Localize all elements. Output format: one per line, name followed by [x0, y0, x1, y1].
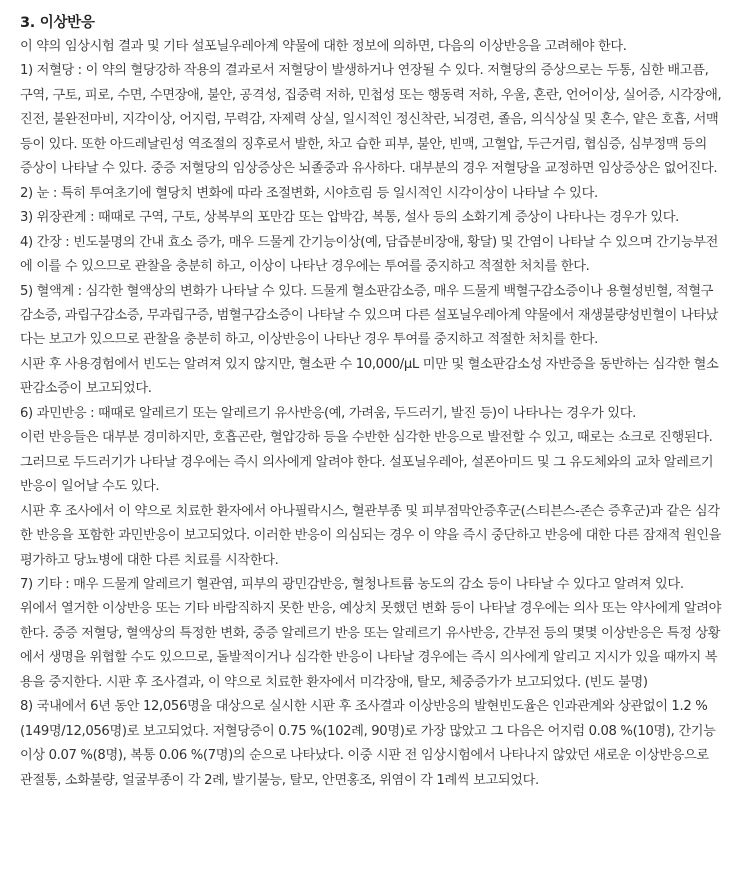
gastrointestinal-paragraph: 3) 위장관계 : 때때로 구역, 구토, 상복부의 포만감 또는 압박감, 복통, 설사 등의 소화기계 증상이 나타나는 경우가 있다. — [20, 210, 679, 226]
hypersensitivity-paragraph: 6) 과민반응 : 때때로 알레르기 또는 알레르기 유사반응(예, 가려움, 두드러기, 발진 등)이 나타나는 경우가 있다. — [20, 405, 637, 421]
hypersensitivity-detail-paragraph: 이런 반응들은 대부분 경미하지만, 호흡곤란, 혈압강하 등을 수반한 심각한 반응으로 발전할 수 있고, 때로는 쇼크로 진행된다. 그러므로 두드러기가 나타날 경우에는 즉시 의사에게 알려야 한다. 설포닐우레아, 설폰아미드 및 그 유도체와의 교차 알레르기 반응이 일어날 수도 있다. — [20, 430, 714, 495]
other-paragraph: 7) 기타 : 매우 드물게 알레르기 혈관염, 피부의 광민감반응, 혈청나트륨 농도의 감소 등이 나타날 수 있다고 알려져 있다. — [20, 576, 684, 592]
hypoglycemia-paragraph: 1) 저혈당 : 이 약의 혈당강하 작용의 결과로서 저혈당이 발생하거나 연장될 수 있다. 저혈당의 증상으로는 두통, 심한 배고픔, 구역, 구토, 피로, 수면, 수면장애, 불안, 공격성, 집중력 저하, 민첩성 또는 행동력 저하, 우울, 혼란, 언어이상, 실어증, 시각장애, 진전, 불완전마비, 지각이상, 어지럼, 무력감, 자제력 상실, 일시적인 정신착란, 뇌경련, 졸음, 의식상실 및 혼수, 얕은 호흡, 서맥 등이 있다. 또한 아드레날린성 역조절의 징후로서 발한, 차고 습한 피부, 불안, 빈맥, 고혈압, 두근거림, 협심증, 심부정맥 등의 증상이 나타날 수 있다. 중증 저혈당의 임상증상은 뇌졸중과 유사하다. 대부분의 경우 저혈당을 교정하면 임상증상은 없어진다. — [20, 63, 722, 177]
reporting-paragraph: 위에서 열거한 이상반응 또는 기타 바람직하지 못한 반응, 예상치 못했던 변화 등이 나타날 경우에는 의사 또는 약사에게 알려야 한다. 중증 저혈당, 혈액상의 특정한 변화, 중증 알레르기 반응 또는 알레르기 유사반응, 간부전 등의 몇몇 이상반응은 특정 상황에서 생명을 위협할 수도 있으므로, 돌발적이거나 심각한 반응이 나타날 경우에는 즉시 의사에게 알리고 지시가 있을 때까지 복용을 중지한다. 시판 후 조사결과, 이 약으로 치료한 환자에서 미각장애, 탈모, 체중증가가 보고되었다. (빈도 불명) — [20, 601, 721, 690]
intro-paragraph: 이 약의 임상시험 결과 및 기타 설포닐우레아계 약물에 대한 정보에 의하면, 다음의 이상반응을 고려해야 한다. — [20, 39, 627, 54]
domestic-survey-paragraph: 8) 국내에서 6년 동안 12,056명을 대상으로 실시한 시판 후 조사결과 이상반응의 발현빈도율은 인과관계와 상관없이 1.2 %(149명/12,056명)로 보고되었다. 저혈당증이 0.75 %(102례, 90명)로 가장 많았고 그 다음은 어지럼 0.08 %(10명), 간기능이상 0.07 %(8명), 복통 0.06 %(7명)의 순으로 나타났다. 이중 시판 전 임상시험에서 나타나지 않았던 새로운 이상반응으로 관절통, 소화불량, 얼굴부종이 각 2례, 발기불능, 탈모, 안면홍조, 위염이 각 1례씩 보고되었다. — [20, 699, 716, 788]
eye-paragraph: 2) 눈 : 특히 투여초기에 혈당치 변화에 따라 조절변화, 시야흐림 등 일시적인 시각이상이 나타날 수 있다. — [20, 185, 598, 201]
hypersensitivity-postmarketing-paragraph: 시판 후 조사에서 이 약으로 치료한 환자에서 아나필락시스, 혈관부종 및 피부점막안증후군(스티븐스-존슨 증후군)과 같은 심각한 반응을 포함한 과민반응이 보고되었다. 이러한 반응이 의심되는 경우 이 약을 즉시 중단하고 반응에 대한 다른 잠재적 원인을 평가하고 당뇨병에 대한 다른 치료를 시작한다. — [20, 503, 721, 568]
blood-paragraph: 5) 혈액계 : 심각한 혈액상의 변화가 나타날 수 있다. 드물게 혈소판감소증, 매우 드물게 백혈구감소증이나 용혈성빈혈, 적혈구감소증, 과립구감소증, 무과립구증, 범혈구감소증이 나타날 수 있으며 다른 설포닐우레아계 약물에서 재생불량성빈혈이 나타났다는 보고가 있으므로 관찰을 충분히 하고, 이상반응이 나타난 경우 투여를 중지하고 적절한 처치를 한다. — [20, 283, 719, 348]
blood-postmarketing-paragraph: 시판 후 사용경험에서 빈도는 알려져 있지 않지만, 혈소판 수 10,000/μL 미만 및 혈소판감소성 자반증을 동반하는 심각한 혈소판감소증이 보고되었다. — [20, 356, 719, 397]
section-title: 3. 이상반응 — [20, 15, 95, 31]
liver-paragraph: 4) 간장 : 빈도불명의 간내 효소 증가, 매우 드물게 간기능이상(예, 담즙분비장애, 황달) 및 간염이 나타날 수 있으며 간기능부전에 이를 수 있으므로 관찰을 충분히 하고, 이상이 나타난 경우에는 투여를 중지하고 적절한 처치를 한다. — [20, 234, 719, 275]
